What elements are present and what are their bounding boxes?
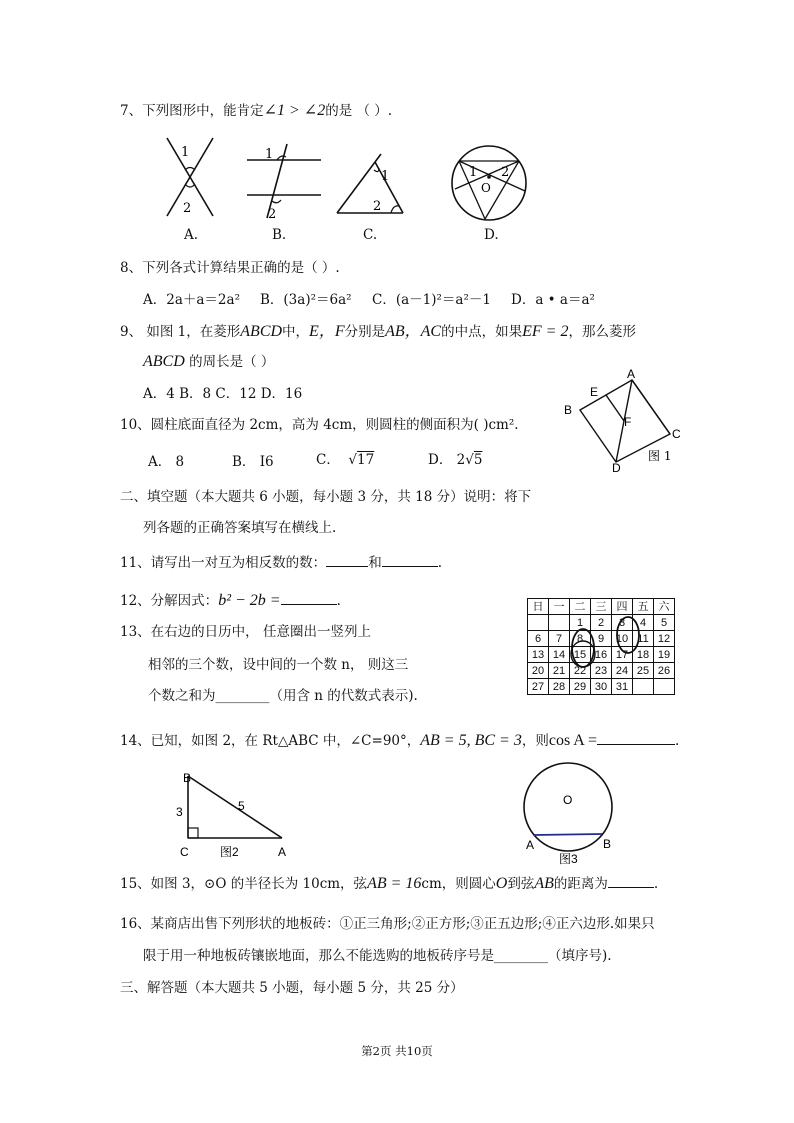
figure-3-circle xyxy=(517,760,627,868)
q11-answer-blank-2[interactable] xyxy=(382,552,438,567)
side-ab-length: 5 xyxy=(238,799,245,813)
figure-1-caption: 图 1 xyxy=(648,449,672,463)
q14-stem: 14、已知，如图 2，在 Rt△ABC 中，∠C=90°，AB = 5, BC = 3，则cos A = . xyxy=(120,732,680,749)
figure-3-caption: 图3 xyxy=(559,852,578,866)
angle-2-label: 2 xyxy=(501,165,510,180)
vertex-c: C xyxy=(180,845,189,859)
vertex-b: B xyxy=(183,771,192,785)
angle-1-label: 1 xyxy=(469,165,478,180)
chord-end-a: A xyxy=(526,838,535,852)
figure-2-caption: 图2 xyxy=(220,845,239,859)
vertex-b: B xyxy=(564,403,573,417)
vertex-c: C xyxy=(672,427,681,441)
q14-answer-blank[interactable] xyxy=(597,730,675,745)
q9-line1: 9、 如图 1，在菱形ABCD中，E，F分别是AB，AC的中点，如果EF = 2，那么菱形 xyxy=(120,323,636,340)
q8-option-b[interactable]: B．(3a)²＝6a² xyxy=(260,292,352,308)
calendar-week-row: 20 21 22 23 24 25 26 xyxy=(528,663,675,679)
q7-option-a[interactable]: A. xyxy=(184,227,199,243)
angle-1-label: 1 xyxy=(265,147,274,162)
side-bc-length: 3 xyxy=(176,805,183,819)
q13-line3: 个数之和为________（用含 n 的代数式表示). xyxy=(148,688,418,704)
calendar-week-row: 27 28 29 30 31 xyxy=(528,679,675,695)
q7-option-b[interactable]: B. xyxy=(272,227,287,243)
section-2-instruction: 列各题的正确答案填写在横线上. xyxy=(143,520,337,536)
calendar-header-row: 日 一 二 三 四 五 六 xyxy=(528,599,675,615)
calendar-week-row: 6 7 8 9 10 11 12 xyxy=(528,631,675,647)
q7-figure-a xyxy=(155,134,225,224)
q7-option-c[interactable]: C. xyxy=(363,227,378,243)
q10-stem: 10、圆柱底面直径为 2cm，高为 4cm，则圆柱的侧面积为( )cm². xyxy=(120,417,519,433)
q10-option-d[interactable]: D． 2√5 xyxy=(428,452,483,468)
angle-2-label: 2 xyxy=(373,199,382,214)
center-o-label: O xyxy=(481,181,491,195)
calendar xyxy=(527,598,675,695)
figure-1-rhombus xyxy=(560,368,690,474)
q7-figure-d xyxy=(447,145,532,223)
q13-line2: 相邻的三个数，设中间的一个数 n， 则这三 xyxy=(148,657,409,673)
angle-1-label: 1 xyxy=(381,169,390,184)
q7-figure-b xyxy=(245,140,325,222)
q8-option-d[interactable]: D．a • a＝a² xyxy=(511,292,595,308)
q10-option-c[interactable]: C． √17 xyxy=(316,452,375,468)
chord-end-b: B xyxy=(603,837,612,851)
point-f: F xyxy=(624,415,632,429)
q10-option-a[interactable]: A． 8 xyxy=(148,454,185,470)
q9-options[interactable]: A．4 B．8 C．12 D．16 xyxy=(143,386,303,402)
q10-option-b[interactable]: B． I6 xyxy=(232,454,274,470)
figure-2-right-triangle xyxy=(170,770,295,860)
section-3-heading: 三、解答题（本大题共 5 小题，每小题 5 分，共 25 分） xyxy=(120,980,464,996)
vertex-d: D xyxy=(612,461,621,474)
angle-2-label: 2 xyxy=(183,201,192,216)
center-o-label: O xyxy=(563,793,573,807)
q16-line2: 限于用一种地板砖镶嵌地面，那么不能选购的地板砖序号是________（填序号). xyxy=(143,948,612,964)
q9-line2: ABCD 的周长是（ ） xyxy=(143,353,275,370)
q16-line1: 16、某商店出售下列形状的地板砖：①正三角形;②正方形;③正五边形;④正六边形.如果只 xyxy=(120,916,655,932)
q8-option-a[interactable]: A．2a＋a＝2a² xyxy=(143,292,240,308)
angle-2-label: 2 xyxy=(268,207,277,222)
q7-figure-c xyxy=(333,150,408,220)
q13-line1: 13、在右边的日历中， 任意圈出一竖列上 xyxy=(120,624,371,640)
q12-answer-blank[interactable] xyxy=(281,590,337,605)
angle-1-label: 1 xyxy=(181,145,190,160)
q11-stem: 11、请写出一对互为相反数的数： 和 . xyxy=(120,552,442,573)
q15-answer-blank[interactable] xyxy=(608,873,654,888)
q11-answer-blank-1[interactable] xyxy=(326,552,368,567)
q7-option-d[interactable]: D. xyxy=(484,227,499,243)
q7-stem: 7、下列图形中，能肯定∠1 > ∠2的是 （ ）. xyxy=(120,102,393,119)
q8-stem: 8、下列各式计算结果正确的是（ ）. xyxy=(120,260,340,276)
q15-stem: 15、如图 3，⊙O 的半径长为 10cm，弦AB = 16cm，则圆心O到弦AB的距离为 . xyxy=(120,875,659,892)
q12-stem: 12、分解因式：b² − 2b = . xyxy=(120,592,341,609)
calendar-week-row: 13 14 15 16 17 18 19 xyxy=(528,647,675,663)
page-footer: 第2页 共10页 xyxy=(361,1044,433,1058)
vertex-a: A xyxy=(278,845,287,859)
calendar-week-row: 1 2 3 4 5 xyxy=(528,615,675,631)
section-2-heading: 二、填空题（本大题共 6 小题，每小题 3 分，共 18 分）说明：将下 xyxy=(120,489,532,505)
point-e: E xyxy=(590,385,599,399)
q8-option-c[interactable]: C．(a－1)²＝a²－1 xyxy=(372,292,491,308)
vertex-a: A xyxy=(627,368,636,381)
